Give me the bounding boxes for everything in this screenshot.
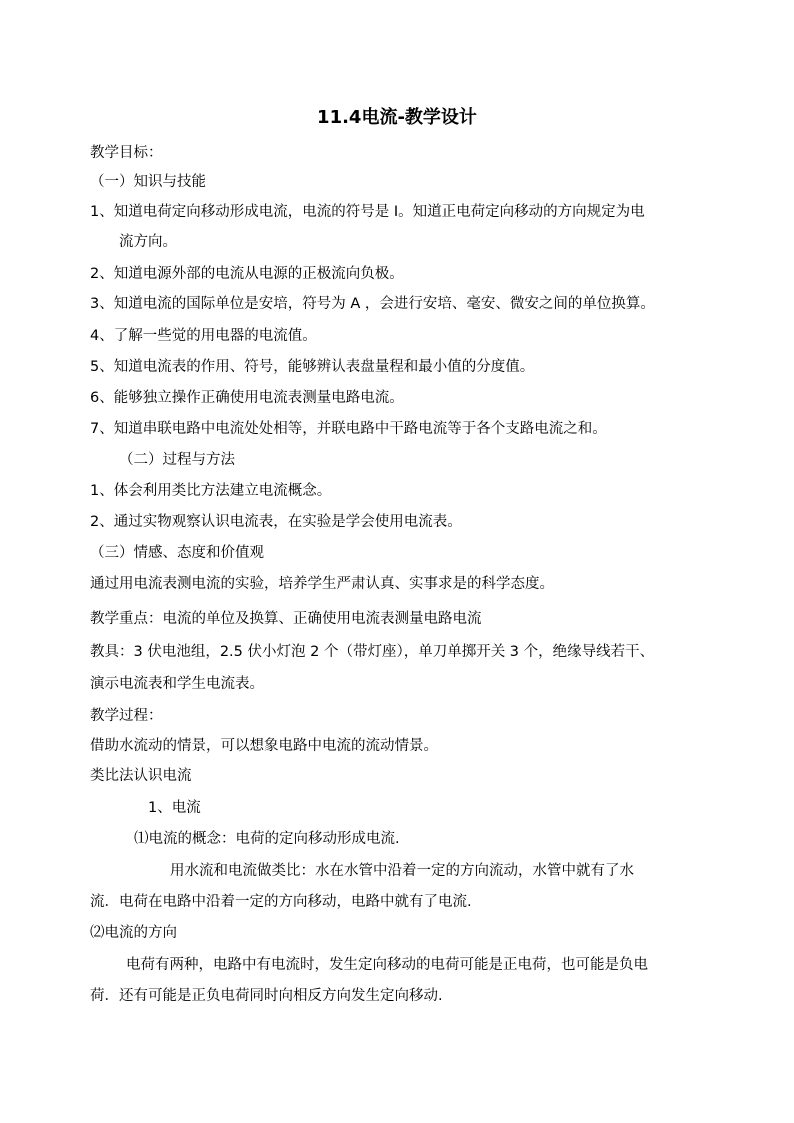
section-heading-objectives: 教学目标： (90, 145, 163, 161)
paragraph-line: 电荷有两种，电路中有电流时，发生定向移动的电荷可能是正电荷，也可能是负电 (126, 957, 648, 973)
paragraph-line: 7、知道串联电路中电流处处相等，并联电路中干路电流等于各个支路电流之和。 (90, 421, 607, 437)
paragraph-line: 用水流和电流做类比：水在水管中沿着一定的方向流动，水管中就有了水 (170, 863, 634, 879)
subsection-heading-knowledge: （一）知识与技能 (90, 174, 206, 190)
document-title: 11.4电流-教学设计 (317, 107, 477, 128)
paragraph-line: 5、知道电流表的作用、符号，能够辨认表盘量程和最小值的分度值。 (90, 359, 535, 375)
paragraph-line: 演示电流表和学生电流表。 (90, 676, 264, 692)
paragraph-line: 借助水流动的情景，可以想象电路中电流的流动情景。 (90, 738, 438, 754)
paragraph-line: 3、知道电流的国际单位是安培，符号为 A ，会进行安培、毫安、微安之间的单位换算。 (90, 296, 655, 312)
paragraph-line-teaching-aids: 教具：3 伏电池组，2.5 伏小灯泡 2 个（带灯座），单刀单掷开关 3 个，绝缘导线若干、 (90, 644, 655, 660)
paragraph-line: 流方向。 (119, 234, 177, 250)
paragraph-line: 荷．还有可能是正负电荷同时向相反方向发生定向移动. (90, 988, 443, 1004)
section-heading-process: 教学过程： (90, 708, 163, 724)
paragraph-line-key-points: 教学重点：电流的单位及换算、正确使用电流表测量电路电流 (90, 611, 482, 627)
numbered-heading-current: 1、电流 (148, 800, 201, 816)
paragraph-line: ⑵电流的方向 (90, 925, 177, 941)
paragraph-line: 通过用电流表测电流的实验，培养学生严肃认真、实事求是的科学态度。 (90, 576, 554, 592)
paragraph-line: 1、体会利用类比方法建立电流概念。 (90, 483, 332, 499)
subsection-heading-attitude: （三）情感、态度和价值观 (90, 545, 264, 561)
paragraph-line: 6、能够独立操作正确使用电流表测量电路电流。 (90, 390, 404, 406)
paragraph-line: ⑴电流的概念：电荷的定向移动形成电流. (134, 831, 400, 847)
subsection-heading-process: （二）过程与方法 (119, 452, 235, 468)
paragraph-line: 2、知道电源外部的电流从电源的正极流向负极。 (90, 266, 404, 282)
paragraph-line: 流．电荷在电路中沿着一定的方向移动，电路中就有了电流. (90, 894, 472, 910)
paragraph-line: 类比法认识电流 (90, 768, 192, 784)
paragraph-line: 2、通过实物观察认识电流表，在实验是学会使用电流表。 (90, 514, 462, 530)
paragraph-line: 1、知道电荷定向移动形成电流，电流的符号是 I。知道正电荷定向移动的方向规定为电 (90, 204, 645, 220)
paragraph-line: 4、了解一些觉的用电器的电流值。 (90, 328, 317, 344)
